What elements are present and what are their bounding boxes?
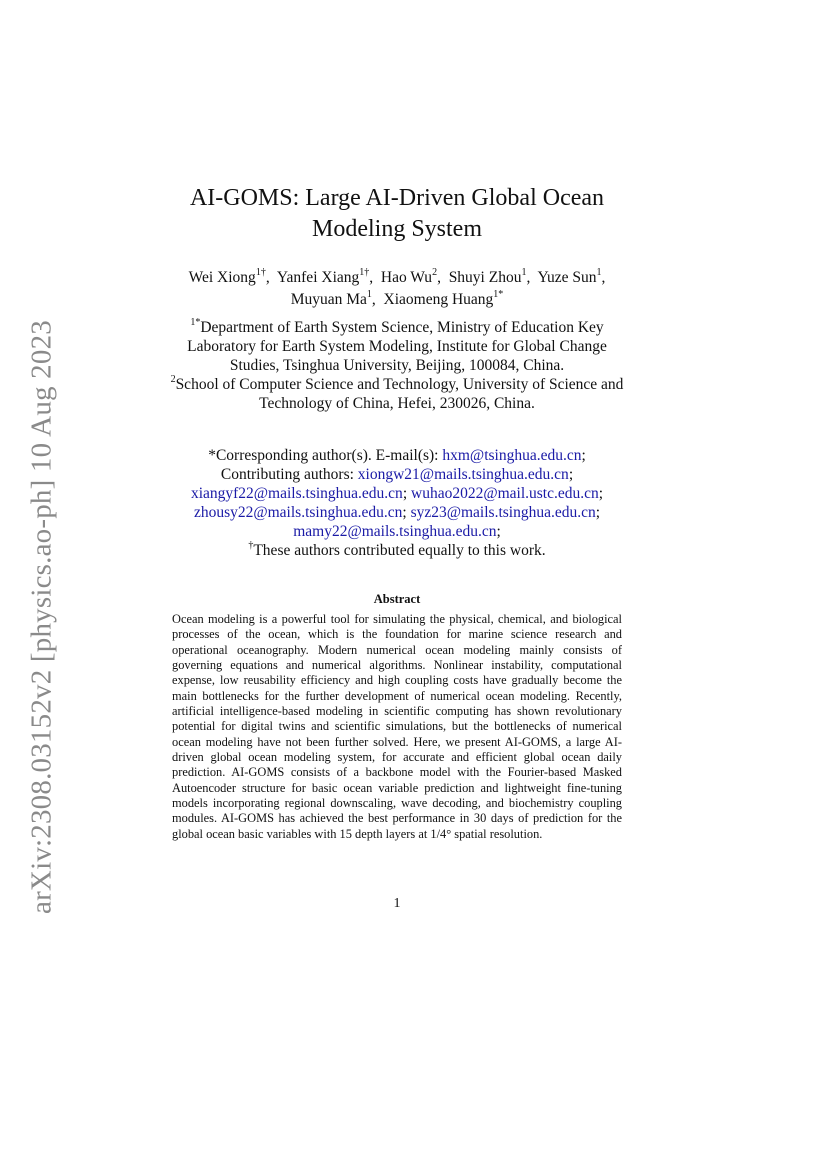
affiliation-text: Studies, Tsinghua University, Beijing, 100084, China. [229,357,565,374]
abstract-body: Ocean modeling is a powerful tool for simulating the physical, chemical, and biological processes of the ocean, which is the foundation for marine science research and operational oceanography. Modern numerical ocean modeling mainly consists of governing equations and numerical algorithms. Nonlinear instability, computational expense, low reusability efficiency and high coupling costs have gradually become the main bottlenecks for the further development of numerical ocean modeling. Recently, artificial intelligence-based modeling in scientific computing has shown revolutionary potential for digital twins and scientific simulations, but the bottlenecks of numerical ocean modeling have not been further solved. Here, we present AI-GOMS, a large AI-driven global ocean modeling system, for accurate and efficient global ocean daily prediction. AI-GOMS consists of a backbone model with the Fourier-based Masked Autoencoder structure for basic ocean variable prediction and lightweight fine-tuning models incorporating regional downscaling, wave decoding, and biochemistry coupling modules. AI-GOMS has achieved the best performance in 30 days of prediction for the global ocean basic variables with 15 depth layers at 1/4° spatial resolution. [172,612,622,841]
paper-title [100,183,694,245]
author-name: Yanfei Xiang [276,269,360,286]
equal-contribution-mark: † [248,539,254,551]
author-name: Yuze Sun [537,269,597,286]
author-name: Xiaomeng Huang [383,291,494,308]
email-link[interactable]: xiangyf22@mails.tsinghua.edu.cn [190,485,403,502]
affiliation-superscript: 2 [170,373,176,385]
email-link[interactable]: zhousy22@mails.tsinghua.edu.cn [193,504,403,521]
abstract-heading: Abstract [373,592,421,606]
author-name: Shuyi Zhou [448,269,522,286]
email-link[interactable]: wuhao2022@mail.ustc.edu.cn [411,485,599,502]
affiliation-text: Technology of China, Hefei, 230026, China. [259,395,535,412]
author-name: Wei Xiong [188,269,256,286]
email-link[interactable]: hxm@tsinghua.edu.cn [442,447,582,464]
author-superscript: 1† [255,266,266,278]
title-line-2: Modeling System [311,216,482,242]
equal-contribution-note: These authors contributed equally to this work. [253,542,546,559]
affiliations [140,318,654,413]
author-superscript: 2 [432,266,438,278]
author-superscript: 1 [521,266,527,278]
corresponding-label: *Corresponding author(s). E-mail(s): [208,447,443,464]
author-list: Wei Xiong$^{1\dagger}$, Yanfei Xiang$^{1\dagger}$, Hao Wu$^2$, Shuyi Zhou$^1$, Yuze Sun$^1$, Muyuan Ma$^1$, Xiaomeng Huang$^{1*}$ [188,266,606,308]
affiliation-text: Department of Earth System Science, Ministry of Education Key [200,319,604,336]
contact-block: *Corresponding author(s). E-mail(s): hxm@tsinghua.edu.cn; Contributing authors: xiongw21@mails.tsinghua.edu.cn; xiangyf22@mails.tsinghua.edu.cn; wuhao2022@mail.ustc.edu.cn; zhousy22@mails.tsinghua.edu.cn; syz23@mails.tsinghua.edu.cn; mamy22@mails.tsinghua.edu.cn; †These authors contributed equally to this work. [190,447,604,559]
page-number: 1 [393,896,401,911]
author-name: Hao Wu [380,269,433,286]
author-superscript: 1 [366,288,372,300]
affiliation-superscript: 1* [190,316,201,328]
title-line-1: AI-GOMS: Large AI-Driven Global Ocean [189,185,605,211]
author-superscript: 1* [493,288,504,300]
email-link[interactable]: mamy22@mails.tsinghua.edu.cn [293,523,497,540]
email-link[interactable]: syz23@mails.tsinghua.edu.cn [410,504,596,521]
contributing-label: Contributing authors: [220,466,358,483]
author-superscript: 1† [359,266,370,278]
email-link[interactable]: xiongw21@mails.tsinghua.edu.cn [357,466,569,483]
arxiv-identifier: arXiv:2308.03152v2 [physics.ao-ph] 10 Aug 2023 [25,320,58,914]
affiliation-text: Laboratory for Earth System Modeling, Institute for Global Change [187,338,607,355]
author-name: Muyuan Ma [290,291,367,308]
affiliation-text: School of Computer Science and Technology, University of Science and [175,376,624,393]
author-superscript: 1 [596,266,602,278]
